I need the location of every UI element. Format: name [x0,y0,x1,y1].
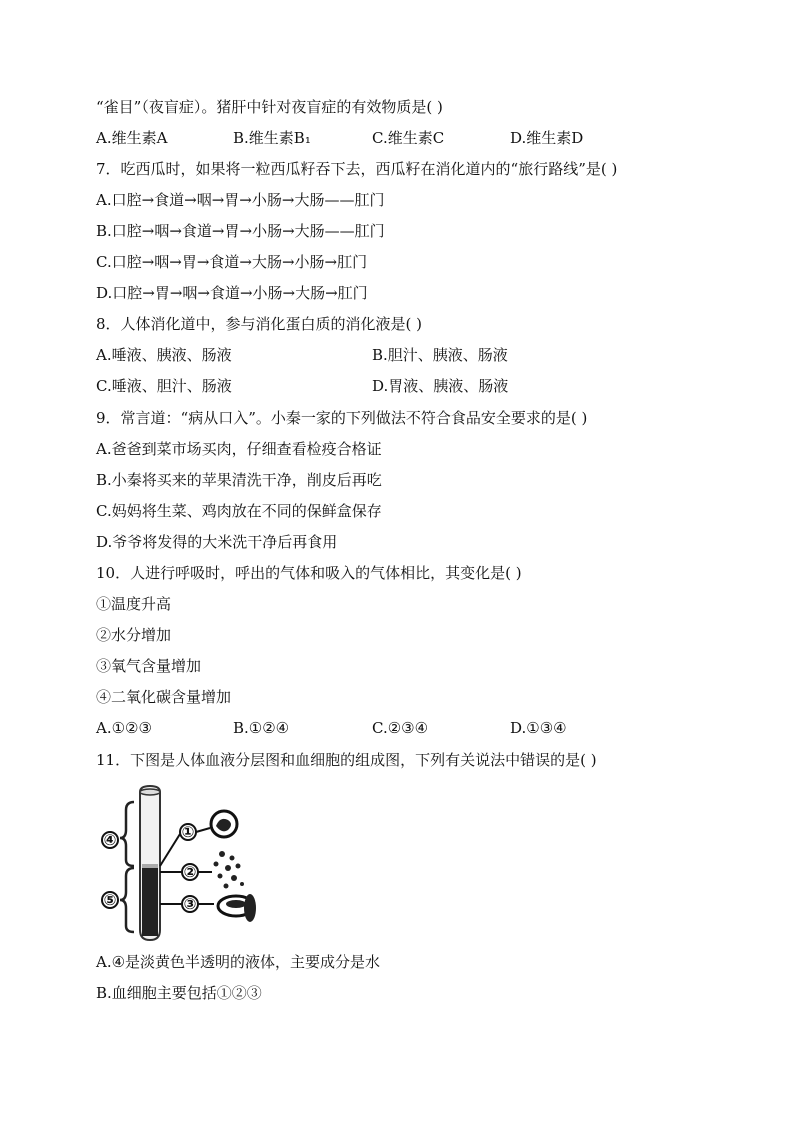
q9-option-a: A.爸爸到菜市场买肉，仔细查看检疫合格证 [96,440,382,458]
q10-option-c: C.②③④ [372,719,429,737]
q6-option-b: B.维生素B₁ [233,129,311,147]
q8-option-a: A.唾液、胰液、肠液 [96,346,232,364]
q7-option-c: C.口腔→咽→胃→食道→大肠→小肠→肛门 [96,253,368,271]
q11-option-a: A.④是淡黄色半透明的液体，主要成分是水 [96,953,381,971]
q7-option-a: A.口腔→食道→咽→胃→小肠→大肠——肛门 [96,191,385,209]
q9-option-c: C.妈妈将生菜、鸡肉放在不同的保鲜盒保存 [96,502,382,520]
q9-option-d: D.爷爷将发得的大米洗干净后再食用 [96,533,338,551]
q6-option-c: C.维生素C [372,129,445,147]
q11-option-b: B.血细胞主要包括①②③ [96,984,262,1002]
blood-layer-figure [98,780,262,944]
q9-option-b: B.小秦将买来的苹果清洗干净，削皮后再吃 [96,471,382,489]
q10-item-1: ①温度升高 [96,595,172,613]
q6-option-d: D.维生素D [510,129,584,147]
platelets [214,851,245,889]
figure-label-3: ③ [183,895,197,913]
question-8-stem: 8．人体消化道中，参与消化蛋白质的消化液是( ) [96,315,423,333]
figure-label-2: ② [183,863,197,881]
question-7-stem: 7．吃西瓜时，如果将一粒西瓜籽吞下去，西瓜籽在消化道内的“旅行路线”是( ) [96,160,618,178]
question-10-stem: 10．人进行呼吸时，呼出的气体和吸入的气体相比，其变化是( ) [96,564,522,582]
q8-option-c: C.唾液、胆汁、肠液 [96,377,232,395]
test-tube [140,786,160,940]
q7-option-b: B.口腔→咽→食道→胃→小肠→大肠——肛门 [96,222,385,240]
figure-label-1: ① [181,823,195,841]
red-blood-cell [218,894,256,922]
q10-item-4: ④二氧化碳含量增加 [96,688,232,706]
q10-item-3: ③氧气含量增加 [96,657,202,675]
figure-label-4: ④ [103,831,117,849]
q8-option-b: B.胆汁、胰液、肠液 [372,346,508,364]
question-6-stem-continued: “雀目”（夜盲症）。猪肝中针对夜盲症的有效物质是( ) [96,98,443,116]
q6-option-a: A.维生素A [96,129,168,147]
q10-option-a: A.①②③ [96,719,152,737]
q7-option-d: D.口腔→胃→咽→食道→小肠→大肠→肛门 [96,284,368,302]
question-11-stem: 11．下图是人体血液分层图和血细胞的组成图，下列有关说法中错误的是( ) [96,751,597,769]
q8-option-d: D.胃液、胰液、肠液 [372,377,509,395]
q10-item-2: ②水分增加 [96,626,172,644]
q10-option-d: D.①③④ [510,719,567,737]
figure-label-5: ⑤ [103,891,117,909]
q10-option-b: B.①②④ [233,719,290,737]
brace-plasma [120,802,134,866]
question-9-stem: 9．常言道：“病从口入”。小秦一家的下列做法不符合食品安全要求的是( ) [96,409,588,427]
brace-cells [120,868,134,932]
